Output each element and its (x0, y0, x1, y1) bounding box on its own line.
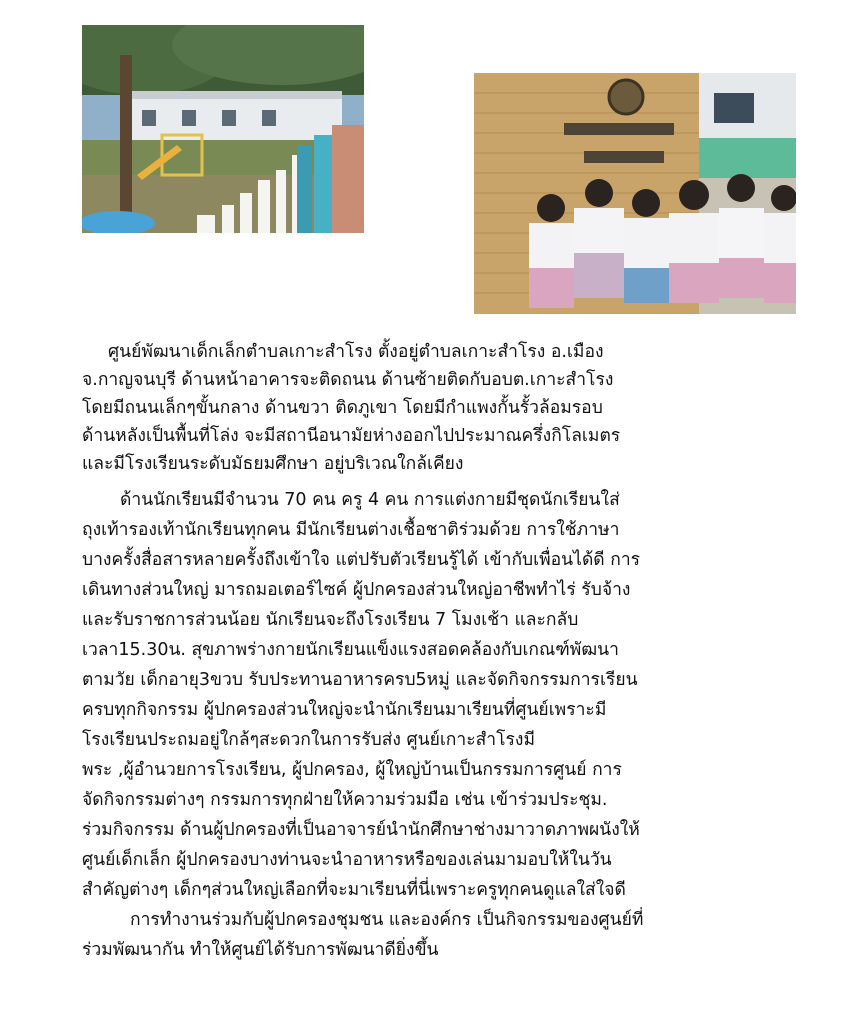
text-line: ด้านหลังเป็นพื้นที่โล่ง จะมีสถานีอนามัยห่างออกไปประมาณครึ่งกิโลเมตร (82, 426, 621, 446)
text-line: ถุงเท้ารองเท้านักเรียนทุกคน มีนักเรียนต่างเชื้อชาติร่วมด้วย การใช้ภาษา (82, 520, 620, 540)
text-line: พระ ,ผู้อำนวยการโรงเรียน, ผู้ปกครอง, ผู้ใหญ่บ้านเป็นกรรมการศูนย์ การ (82, 760, 622, 780)
text-line: การทำงานร่วมกับผู้ปกครองชุมชน และองค์กร เป็นกิจกรรมของศูนย์ที่ (130, 910, 644, 930)
children-group-photo (474, 73, 796, 314)
text-line: ตามวัย เด็กอายุ3ขวบ รับประทานอาหารครบ5หมู่ และจัดกิจกรรมการเรียน (82, 670, 638, 690)
text-line: เวลา15.30น. สุขภาพร่างกายนักเรียนแข็งแรงสอดคล้องกับเกณฑ์พัฒนา (82, 640, 619, 660)
text-line: จัดกิจกรรมต่างๆ กรรมการทุกฝ่ายให้ความร่วมมือ เช่น เข้าร่วมประชุม. (82, 790, 608, 810)
text-line: ร่วมพัฒนากัน ทำให้ศูนย์ได้รับการพัฒนาดียิ่งขึ้น (82, 940, 439, 960)
text-line: และมีโรงเรียนระดับมัธยมศึกษา อยู่บริเวณใกล้เคียง (82, 454, 464, 474)
text-line: ด้านนักเรียนมีจำนวน 70 คน ครู 4 คน การแต่งกายมีชุดนักเรียนใส่ (120, 490, 620, 510)
text-line: ครบทุกกิจกรรม ผู้ปกครองส่วนใหญ่จะนำนักเรียนมาเรียนที่ศูนย์เพราะมี (82, 700, 607, 720)
text-line: ศูนย์พัฒนาเด็กเล็กตำบลเกาะสำโรง ตั้งอยู่ตำบลเกาะสำโรง อ.เมือง (108, 342, 604, 362)
text-line: เดินทางส่วนใหญ่ มารถมอเตอร์ไซค์ ผู้ปกครองส่วนใหญ่อาชีพทำไร่ รับจ้าง (82, 580, 631, 600)
school-playground-photo (82, 25, 364, 233)
text-line: ศูนย์เด็กเล็ก ผู้ปกครองบางท่านจะนำอาหารหรือของเล่นมามอบให้ในวัน (82, 850, 612, 870)
text-line: โดยมีถนนเล็กๆขั้นกลาง ด้านขวา ติดภูเขา โดยมีกำแพงกั้นรั้วล้อมรอบ (82, 398, 603, 418)
text-line: สำคัญต่างๆ เด็กๆส่วนใหญ่เลือกที่จะมาเรียนที่นี่เพราะครูทุกคนดูแลใส่ใจดี (82, 880, 626, 900)
text-line: บางครั้งสื่อสารหลายครั้งถึงเข้าใจ แต่ปรับตัวเรียนรู้ได้ เข้ากับเพื่อนได้ดี การ (82, 550, 641, 570)
text-line: และรับราชการส่วนน้อย นักเรียนจะถึงโรงเรียน 7 โมงเช้า และกลับ (82, 610, 579, 630)
text-line: โรงเรียนประถมอยู่ใกล้ๆสะดวกในการรับส่ง ศูนย์เกาะสำโรงมี (82, 730, 536, 750)
text-line: ร่วมกิจกรรม ด้านผู้ปกครองที่เป็นอาจารย์นำนักศึกษาช่างมาวาดภาพผนังให้ (82, 820, 640, 840)
text-line: จ.กาญจนบุรี ด้านหน้าอาคารจะติดถนน ด้านซ้ายติดกับอบต.เกาะสำโรง (82, 370, 614, 390)
